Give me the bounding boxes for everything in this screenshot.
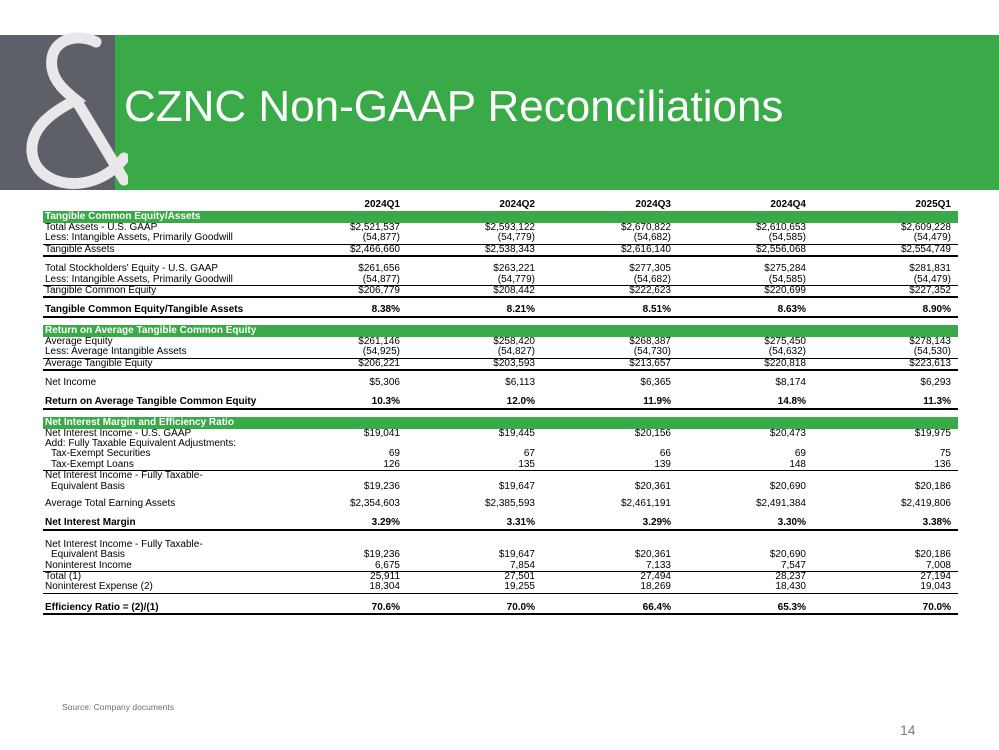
column-header: 2024Q3 xyxy=(635,199,671,210)
section-header-rotce: Return on Average Tangible Common Equity xyxy=(43,325,958,337)
table-row: Add: Fully Taxable Equivalent Adjustments: xyxy=(45,438,237,450)
table-row: Equivalent Basis $19,236 $19,647 $20,361 $20,690 $20,186 xyxy=(51,549,951,561)
spacer xyxy=(43,318,958,325)
source-note: Source: Company documents xyxy=(62,702,174,712)
table-row: Tangible Common Equity $206,779 $208,442 $222,623 $220,699 $227,352 xyxy=(43,286,958,298)
table-row-total: Return on Average Tangible Common Equity 10.3% 12.0% 11.9% 14.8% 11.3% xyxy=(43,397,958,409)
column-header: 2024Q1 xyxy=(364,199,400,210)
spacer xyxy=(43,410,958,417)
table-row: Tax-Exempt Loans 126 135 139 148 136 xyxy=(43,460,958,471)
column-header: 2025Q1 xyxy=(915,199,951,210)
page-title: CZNC Non-GAAP Reconciliations xyxy=(124,82,784,131)
table-row: Total (1) 25,911 27,501 27,494 28,237 27,194 xyxy=(45,570,951,582)
table-row: Less: Intangible Assets, Primarily Goodwill (54,877) (54,779) (54,682) (54,585) (54,479) xyxy=(43,233,958,244)
page-number: 14 xyxy=(900,722,916,738)
table-row: Noninterest Income 6,675 7,854 7,133 7,547 7,008 xyxy=(43,561,958,572)
spacer xyxy=(43,371,958,378)
table-row-total: Tangible Common Equity/Tangible Assets 8.38% 8.21% 8.51% 8.63% 8.90% xyxy=(43,305,958,317)
reconciliation-table xyxy=(43,199,958,615)
table-row: Tax-Exempt Securities 69 67 66 69 75 xyxy=(51,448,951,460)
table-row: Equivalent Basis $19,236 $19,647 $20,361 $20,690 $20,186 xyxy=(51,480,951,492)
table-row: Net Interest Income - Fully Taxable- xyxy=(45,538,203,550)
section-header-nim: Net Interest Margin and Efficiency Ratio xyxy=(43,417,958,429)
table-row: Net Income $5,306 $6,113 $6,365 $8,174 $6,293 xyxy=(45,376,951,388)
table-row: Average Total Earning Assets $2,354,603 $2,385,593 $2,461,191 $2,491,384 $2,419,806 xyxy=(45,498,951,510)
table-row: Average Equity $261,146 $258,420 $268,387 $275,450 $278,143 xyxy=(45,335,951,347)
section-header-tce: Tangible Common Equity/Assets xyxy=(43,211,958,223)
column-header: 2024Q2 xyxy=(499,199,535,210)
table-row-total: Net Interest Margin 3.29% 3.31% 3.29% 3.30% 3.38% xyxy=(43,518,958,530)
table-row: Tangible Assets $2,466,660 $2,538,343 $2,616,140 $2,556,068 $2,554,749 xyxy=(43,245,958,257)
table-row: Total Assets - U.S. GAAP $2,521,537 $2,593,122 $2,670,822 $2,610,653 $2,609,228 xyxy=(45,222,951,233)
column-header: 2024Q4 xyxy=(770,199,806,210)
table-row: Less: Intangible Assets, Primarily Goodwill (54,877) (54,779) (54,682) (54,585) (54,479) xyxy=(43,275,958,286)
spacer xyxy=(43,509,958,518)
top-margin xyxy=(0,0,999,35)
table-row: Average Tangible Equity $206,221 $203,593 $213,657 $220,818 $223,613 xyxy=(43,359,958,371)
table-row: Noninterest Expense (2) 18,304 19,255 18,269 18,430 19,043 xyxy=(43,582,958,593)
table-row: Less: Average Intangible Assets (54,925) (54,827) (54,730) (54,632) (54,530) xyxy=(43,347,958,358)
ampersand-logo-icon xyxy=(18,30,128,190)
spacer xyxy=(43,594,958,603)
table-row: Net Interest Income - Fully Taxable- xyxy=(45,470,203,482)
column-header-row xyxy=(43,199,958,211)
table-row: Net Interest Income - U.S. GAAP $19,041 $19,445 $20,156 $20,473 $19,975 xyxy=(45,427,951,439)
table-row: Total Stockholders' Equity - U.S. GAAP $261,656 $263,221 $277,305 $275,284 $281,831 xyxy=(45,263,951,275)
table-row-total: Efficiency Ratio = (2)/(1) 70.6% 70.0% 66.4% 65.3% 70.0% xyxy=(43,603,958,615)
